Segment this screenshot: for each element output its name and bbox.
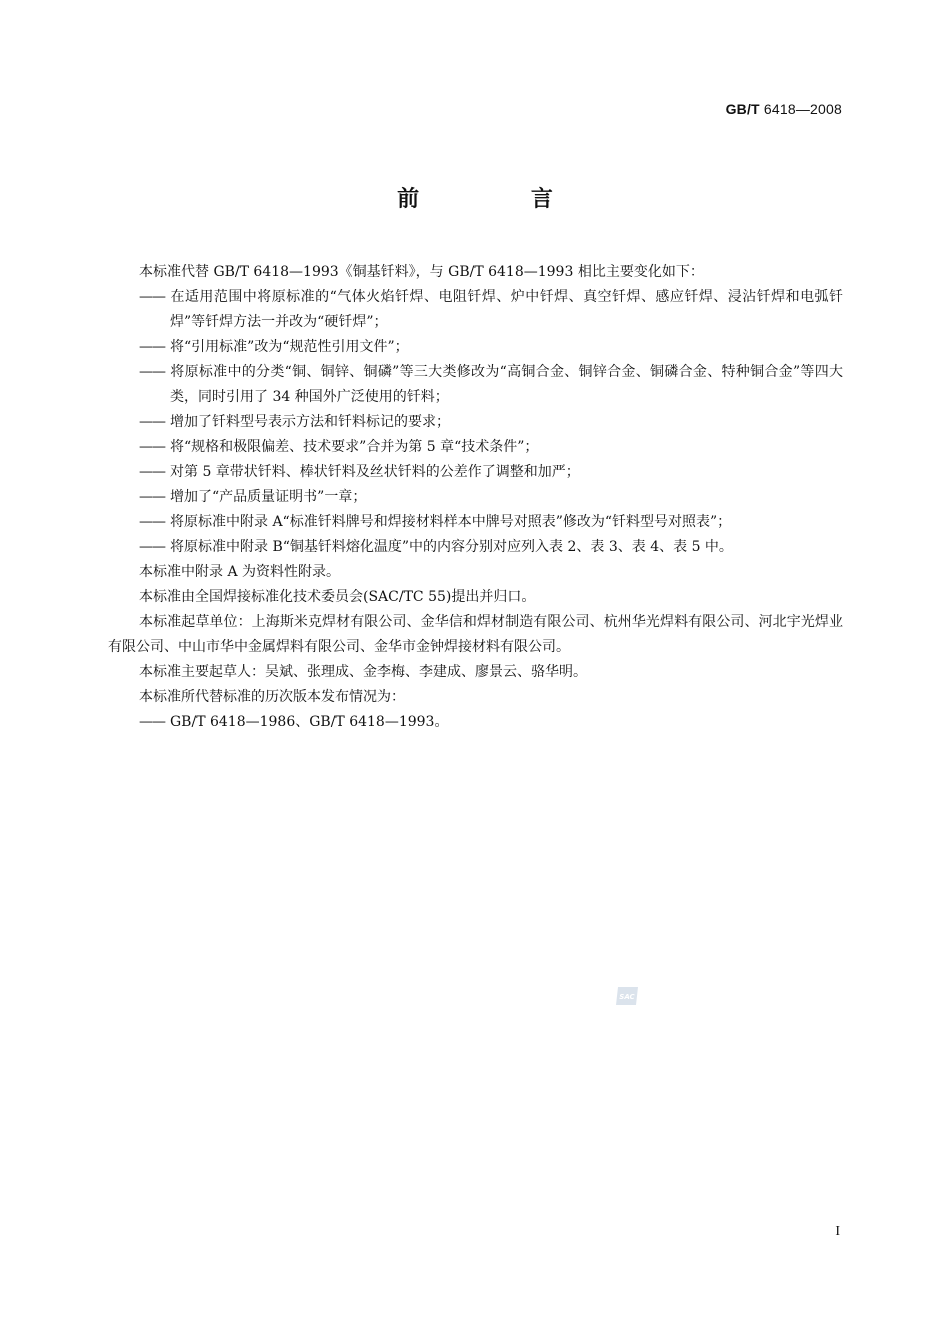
paragraph: 本标准起草单位：上海斯米克焊材有限公司、金华信和焊材制造有限公司、杭州华光焊料有限公司、河北宇光焊业有限公司、中山市华中金属焊料有限公司、金华市金钟焊接材料有限公司。: [108, 614, 843, 655]
dash-item-text: 将原标准中附录 B“铜基钎料熔化温度”中的内容分别对应列入表 2、表 3、表 4、表 5 中。: [170, 539, 733, 555]
standard-code-prefix: GB/T: [725, 101, 760, 117]
dash-list-item: [108, 460, 843, 485]
dash-item-text: 将原标准中附录 A“标准钎料牌号和焊接材料样本中牌号对照表”修改为“钎料型号对照表”；: [170, 514, 732, 530]
dash-item-text: 增加了“产品质量证明书”一章；: [170, 489, 367, 505]
dash-mark: ——: [139, 439, 165, 455]
dash-list-item: [108, 535, 843, 560]
dash-mark: ——: [139, 364, 165, 380]
dash-list-item: [108, 410, 843, 435]
paragraph: 本标准所代替标准的历次版本发布情况为：: [139, 689, 405, 705]
dash-list-item: [108, 485, 843, 510]
paragraph: 本标准代替 GB/T 6418—1993《铜基钎料》，与 GB/T 6418—1993 相比主要变化如下：: [139, 264, 704, 280]
dash-list-item: [108, 510, 843, 535]
dash-mark: ——: [139, 414, 165, 430]
dash-mark: ——: [139, 714, 165, 730]
dash-item-text: GB/T 6418—1986、GB/T 6418—1993。: [170, 714, 449, 730]
standard-code-number: 6418—2008: [763, 101, 842, 117]
dash-mark: ——: [139, 464, 165, 480]
dash-list-item: [108, 335, 843, 360]
page-header: [726, 101, 842, 117]
paragraph: 本标准中附录 A 为资料性附录。: [139, 564, 341, 580]
page-title: 前 言: [397, 187, 605, 212]
paragraph: 本标准由全国焊接标准化技术委员会(SAC/TC 55)提出并归口。: [139, 589, 536, 605]
dash-list-item: [108, 435, 843, 460]
dash-mark: ——: [139, 339, 165, 355]
dash-item-text: 将“规格和极限偏差、技术要求”合并为第 5 章“技术条件”；: [170, 439, 539, 455]
body-text: [108, 260, 843, 735]
dash-mark: ——: [139, 489, 165, 505]
dash-item-text: 对第 5 章带状钎料、棒状钎料及丝状钎料的公差作了调整和加严；: [170, 464, 580, 480]
dash-item-text: 增加了钎料型号表示方法和钎料标记的要求；: [170, 414, 450, 430]
dash-list-item: [108, 360, 843, 410]
dash-item-text: 将“引用标准”改为“规范性引用文件”；: [170, 339, 409, 355]
dash-list-item: [108, 285, 843, 335]
sac-watermark-logo: [614, 984, 640, 1008]
dash-list-item: [108, 710, 843, 735]
dash-mark: ——: [139, 289, 165, 305]
dash-item-text: 在适用范围中将原标准的“气体火焰钎焊、电阻钎焊、炉中钎焊、真空钎焊、感应钎焊、浸沾钎焊和电弧钎焊”等钎焊方法一并改为“硬钎焊”；: [170, 289, 843, 330]
page-number: I: [835, 1224, 840, 1239]
paragraph: 本标准主要起草人：吴斌、张理成、金李梅、李建成、廖景云、骆华明。: [139, 664, 587, 680]
dash-mark: ——: [139, 514, 165, 530]
dash-mark: ——: [139, 539, 165, 555]
svg-text:SAC: SAC: [619, 993, 635, 1001]
dash-item-text: 将原标准中的分类“铜、铜锌、铜磷”等三大类修改为“高铜合金、铜锌合金、铜磷合金、特种铜合金”等四大类，同时引用了 34 种国外广泛使用的钎料；: [170, 364, 843, 405]
